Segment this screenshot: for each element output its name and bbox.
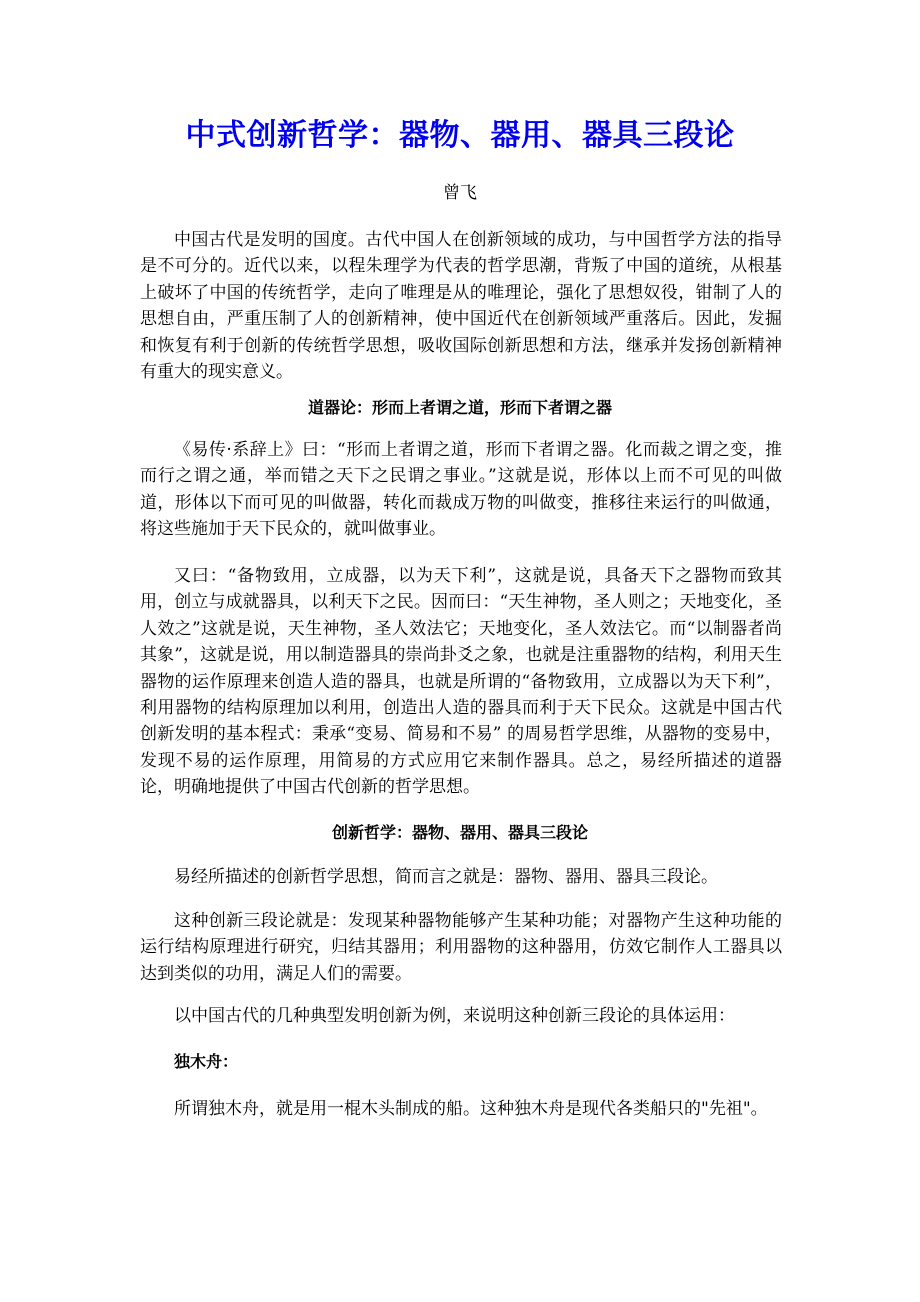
paragraph-dugout: 所谓独木舟，就是用一棍木头制成的船。这种独木舟是现代各类船只的"先祖"。 [174,1099,768,1119]
document-title: 中式创新哲学：器物、器用、器具三段论 [185,118,735,153]
subheading-dugouts: 独木舟： [174,1052,239,1071]
intro-paragraph: 中国古代是发明的国度。古代中国人在创新领域的成功，与中国哲学方法的指导是不可分的。近代以来，以程朱理学为代表的哲学思潮，背叛了中国的道统，从根基上破坏了中国的传统哲学，走向了唯理是从的唯理论，强化了思想奴役，钳制了人的思想自由，严重压制了人的创新精神，使中国近代在创新领域严重落后。因此，发掘和恢复有利于创新的传统哲学思想，吸收国际创新思想和方法，继承并发扬创新精神有重大的现实意义。 [140,230,782,383]
section-heading-daoqi: 道器论：形而上者谓之道，形而下者谓之器 [307,398,612,417]
section-heading-innovation: 创新哲学：器物、器用、器具三段论 [331,823,588,842]
paragraph-yizhuan: 《易传·系辞上》曰：“形而上者谓之道，形而下者谓之器。化而裁之谓之变，推而行之谓之通，举而错之天下之民谓之事业。”这就是说，形体以上而不可见的叫做道，形体以下而可见的叫做器，转化而裁成万物的叫做变，推移往来运行的叫做通，将这些施加于天下民众的，就叫做事业。 [140,440,782,540]
paragraph-summary: 易经所描述的创新哲学思想，简而言之就是：器物、器用、器具三段论。 [174,867,718,887]
paragraph-three-steps: 这种创新三段论就是：发现某种器物能够产生某种功能；对器物产生这种功能的运行结构原理进行研究，归结其器用；利用器物的这种器用，仿效它制作人工器具以达到类似的功用，满足人们的需要。 [140,911,782,984]
document-author: 曾飞 [443,183,477,203]
paragraph-beiwu: 又曰：“备物致用，立成器，以为天下利”，这就是说，具备天下之器物而致其用，创立与成就器具，以利天下之民。因而曰：“天生神物，圣人则之；天地变化，圣人效之”这就是说，天生神物，圣人效法它；天地变化，圣人效法它。而“以制器者尚其象”，这就是说，用以制造器具的崇尚卦爻之象，也就是注重器物的结构，利用天生器物的运作原理来创造人造的器具，也就是所谓的“备物致用，立成器以为天下利”，利用器物的结构原理加以利用，创造出人造的器具而利于天下民众。这就是中国古代创新发明的基本程式：秉承“变易、简易和不易” 的周易哲学思维，从器物的变易中，发现不易的运作原理，用简易的方式应用它来制作器具。总之，易经所描述的道器论，明确地提供了中国古代创新的哲学思想。 [140,566,782,798]
paragraph-examples-intro: 以中国古代的几种典型发明创新为例，来说明这种创新三段论的具体运用： [174,1006,735,1026]
